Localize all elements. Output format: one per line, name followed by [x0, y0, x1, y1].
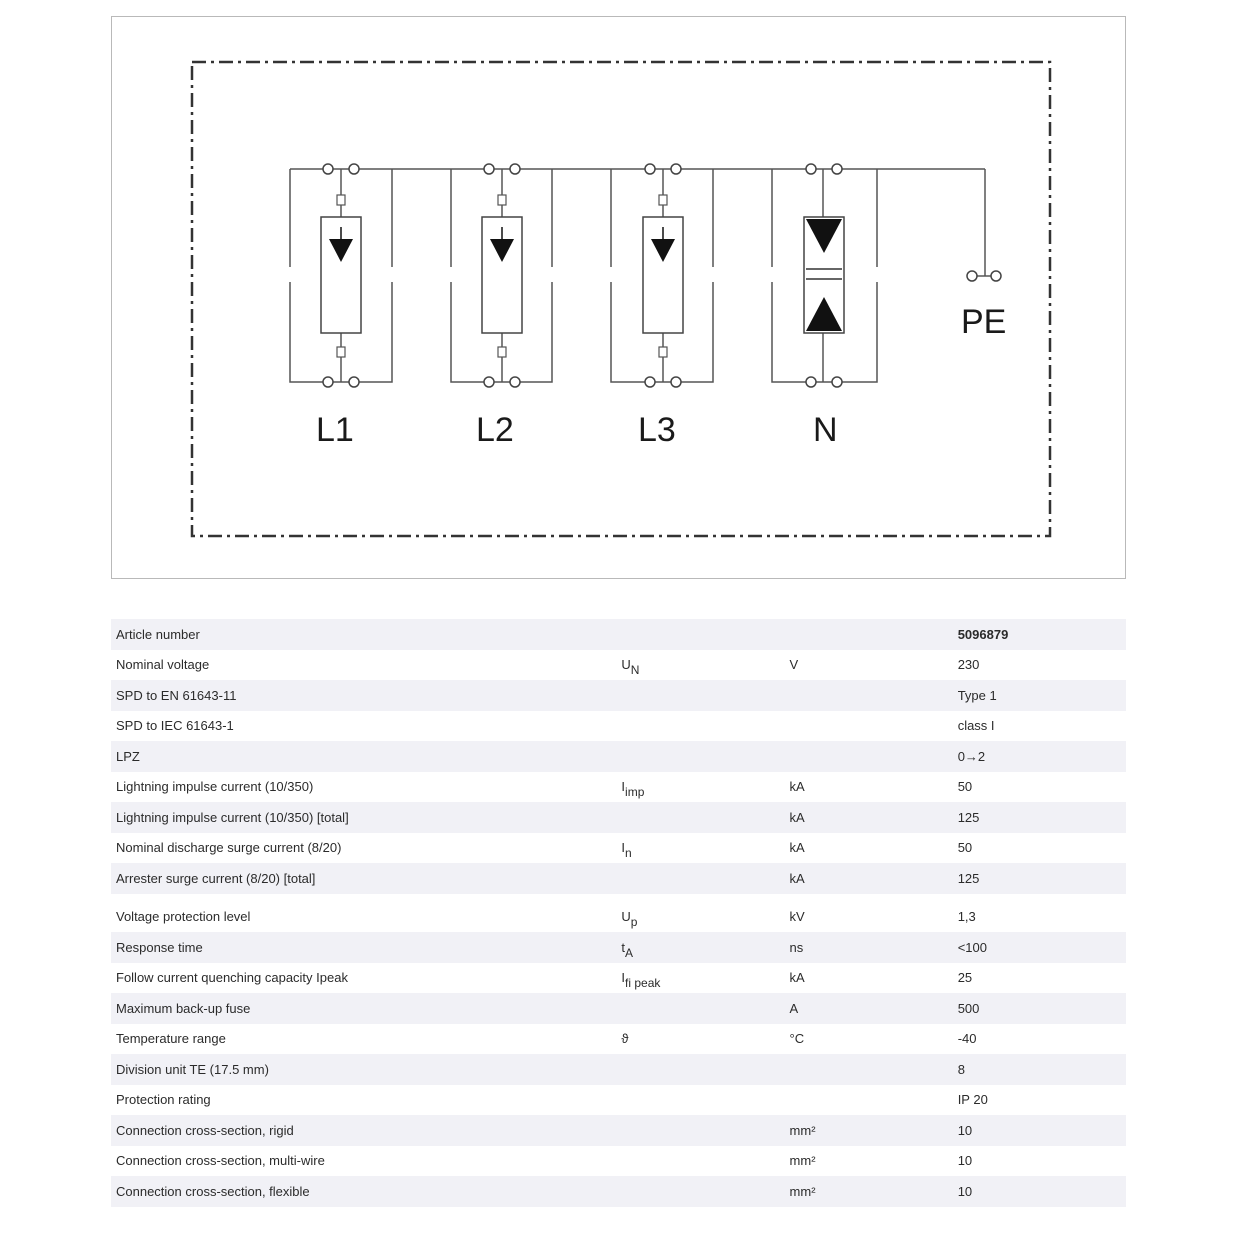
spec-value: 5096879	[958, 619, 1126, 650]
spec-value: 8	[958, 1054, 1126, 1085]
spec-value: 125	[958, 863, 1126, 898]
spec-value: 230	[957, 657, 980, 673]
spec-symbol-main: U	[621, 657, 631, 673]
spec-symbol-subscript: A	[625, 945, 634, 960]
spec-label: Voltage protection level	[111, 898, 621, 933]
spec-unit	[790, 680, 958, 711]
spec-symbol	[621, 898, 789, 933]
spec-row	[111, 932, 1126, 963]
spec-label: Temperature range	[116, 1031, 226, 1047]
spec-symbol	[621, 772, 789, 803]
pe-terminal	[991, 271, 1001, 281]
spec-value: 50	[957, 840, 973, 856]
spec-symbol	[621, 741, 789, 772]
spec-value: <100	[958, 932, 1126, 963]
spec-unit	[790, 619, 958, 650]
spec-row	[111, 1176, 1126, 1207]
spec-row	[111, 802, 1126, 833]
spec-row	[111, 863, 1126, 898]
spec-label: Lightning impulse current (10/350)	[116, 779, 314, 795]
spec-symbol	[621, 650, 789, 681]
spec-unit: kA	[789, 840, 805, 856]
spec-unit: kA	[790, 802, 958, 833]
spec-unit	[790, 1085, 958, 1116]
spec-row	[111, 1146, 1126, 1177]
spec-label: LPZ	[111, 741, 621, 772]
spec-row	[111, 772, 1126, 803]
spec-label: Division unit TE (17.5 mm)	[111, 1054, 621, 1085]
spec-unit: mm²	[789, 1153, 816, 1169]
spec-value: -40	[957, 1031, 977, 1047]
wiring-diagram	[112, 17, 1127, 580]
spec-symbol-main: t	[621, 939, 626, 955]
spec-symbol	[621, 863, 789, 898]
spec-symbol-subscript: imp	[625, 785, 645, 800]
spec-symbol	[621, 1054, 789, 1085]
specifications-table	[111, 619, 1126, 1207]
spec-label: SPD to EN 61643-11	[111, 680, 621, 711]
pe-terminal	[967, 271, 977, 281]
spec-row	[111, 619, 1126, 650]
spec-row	[111, 1024, 1126, 1055]
spec-row	[111, 711, 1126, 742]
spec-symbol	[621, 619, 789, 650]
spec-value: 125	[958, 802, 1126, 833]
spec-symbol	[621, 1024, 789, 1055]
spec-unit: A	[790, 993, 958, 1024]
spec-symbol-subscript: fi peak	[625, 976, 661, 991]
spec-value: 10	[957, 1153, 973, 1169]
spec-value: 500	[958, 993, 1126, 1024]
spec-symbol-main: U	[621, 909, 631, 925]
spec-value: 10	[958, 1176, 1126, 1207]
pole-label-l3: L3	[638, 411, 676, 449]
pole-label-n: N	[813, 411, 838, 449]
spec-label: Protection rating	[116, 1092, 211, 1108]
spec-unit: ns	[790, 932, 958, 963]
spec-symbol	[621, 833, 789, 864]
spec-unit: mm²	[790, 1176, 958, 1207]
spec-label: Arrester surge current (8/20) [total]	[111, 863, 621, 898]
spec-symbol-main: I	[621, 840, 626, 856]
spec-symbol	[621, 993, 789, 1024]
pole-label-l1: L1	[316, 411, 354, 449]
spec-row	[111, 898, 1126, 933]
spec-symbol	[621, 711, 789, 742]
spec-row	[111, 1085, 1126, 1116]
spec-value: 50	[957, 779, 973, 795]
spec-label: Connection cross-section, multi-wire	[116, 1153, 325, 1169]
spec-symbol	[621, 1146, 789, 1177]
spec-label: Connection cross-section, flexible	[111, 1176, 621, 1207]
spec-unit: kA	[789, 970, 805, 986]
spec-value: class I	[957, 718, 995, 734]
spec-symbol-subscript: p	[630, 915, 638, 930]
spec-symbol-subscript: n	[625, 846, 632, 861]
spec-row	[111, 741, 1126, 772]
spec-unit	[790, 741, 958, 772]
spec-symbol-main: I	[621, 779, 626, 795]
spec-value: IP 20	[957, 1092, 988, 1108]
spec-row	[111, 1054, 1126, 1085]
spec-symbol-main: I	[621, 970, 626, 986]
spec-symbol	[621, 932, 789, 963]
module-l3	[611, 164, 713, 387]
spec-symbol	[621, 1115, 789, 1146]
spec-unit: kA	[789, 779, 805, 795]
spec-label: Nominal discharge surge current (8/20)	[116, 840, 342, 856]
spec-symbol-subscript: N	[630, 663, 640, 678]
spec-row	[111, 1115, 1126, 1146]
spec-value: 1,3	[958, 898, 1126, 933]
spec-row	[111, 680, 1126, 711]
spec-unit	[790, 711, 958, 742]
spec-row	[111, 963, 1126, 994]
pe-label: PE	[961, 303, 1007, 341]
spec-label: Nominal voltage	[116, 657, 210, 673]
spec-value: 0→2	[958, 741, 1126, 772]
module-l2	[451, 164, 552, 387]
module-l1	[290, 164, 392, 387]
spec-unit: V	[789, 657, 799, 673]
spec-row	[111, 993, 1126, 1024]
spec-value: Type 1	[958, 680, 1126, 711]
spec-symbol	[621, 1176, 789, 1207]
spec-row	[111, 833, 1126, 864]
spec-label: Maximum back-up fuse	[111, 993, 621, 1024]
spec-unit: kV	[790, 898, 958, 933]
spec-label: Lightning impulse current (10/350) [total]	[111, 802, 621, 833]
spec-label: Article number	[111, 619, 621, 650]
spec-symbol	[621, 963, 789, 994]
spec-unit: °C	[789, 1031, 805, 1047]
spec-label: Connection cross-section, rigid	[111, 1115, 621, 1146]
spec-label: Follow current quenching capacity Ipeak	[116, 970, 348, 986]
spec-symbol	[621, 680, 789, 711]
module-n	[772, 164, 877, 387]
spec-symbol	[621, 802, 789, 833]
pole-label-l2: L2	[476, 411, 514, 449]
spec-row	[111, 650, 1126, 681]
spec-unit: mm²	[790, 1115, 958, 1146]
spec-value: 25	[957, 970, 973, 986]
spec-label: Response time	[111, 932, 621, 963]
spec-value: 10	[958, 1115, 1126, 1146]
spec-unit: kA	[790, 863, 958, 898]
spec-unit	[790, 1054, 958, 1085]
wiring-diagram-frame	[111, 16, 1126, 579]
spec-label: SPD to IEC 61643-1	[116, 718, 234, 734]
spec-symbol-main: ϑ	[621, 1031, 629, 1047]
spec-symbol	[621, 1085, 789, 1116]
